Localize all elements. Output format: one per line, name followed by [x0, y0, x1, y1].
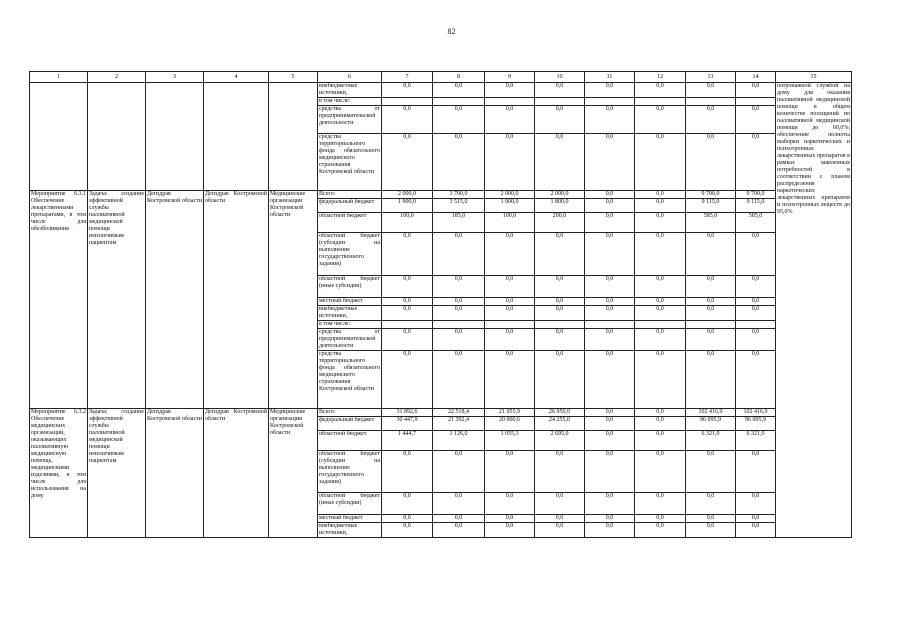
value-cell: [635, 321, 686, 329]
value-cell: [433, 321, 485, 329]
value-cell: 0,0: [736, 329, 776, 351]
header-cell: 5: [269, 72, 318, 83]
value-cell: [736, 98, 776, 106]
value-cell: 0,0: [382, 306, 433, 321]
value-cell: 9 115,0: [686, 199, 736, 213]
value-cell: 0,0: [535, 233, 585, 276]
funding-source-cell: областной бюджет (иные субсидии): [318, 276, 382, 298]
header-cell: 4: [204, 72, 269, 83]
value-cell: 0,0: [382, 298, 433, 306]
participant-cell: [269, 83, 318, 191]
value-cell: 0,0: [433, 515, 485, 523]
value-cell: 0,0: [585, 213, 635, 233]
value-cell: 0,0: [535, 298, 585, 306]
value-cell: 0,0: [635, 329, 686, 351]
value-cell: 0,0: [635, 298, 686, 306]
value-cell: 0,0: [485, 493, 535, 515]
value-cell: [485, 321, 535, 329]
value-cell: 31 892,6: [382, 409, 433, 417]
value-cell: 21 392,4: [433, 417, 485, 431]
header-cell: 13: [686, 72, 736, 83]
header-cell: 1: [30, 72, 88, 83]
coordinator-cell: [146, 83, 204, 191]
value-cell: 2 000,0: [485, 191, 535, 199]
value-cell: 102 416,9: [736, 409, 776, 417]
value-cell: 3 515,0: [433, 199, 485, 213]
value-cell: 0,0: [736, 493, 776, 515]
value-cell: 0,0: [585, 298, 635, 306]
value-cell: 9 700,0: [686, 191, 736, 199]
value-cell: 0,0: [382, 83, 433, 98]
value-cell: 0,0: [433, 233, 485, 276]
funding-source-cell: внебюджетные источники,: [318, 83, 382, 98]
value-cell: 0,0: [535, 134, 585, 191]
funding-source-cell: Всего:: [318, 409, 382, 417]
value-cell: 200,0: [535, 213, 585, 233]
value-cell: [736, 321, 776, 329]
value-cell: 0,0: [382, 515, 433, 523]
value-cell: [686, 321, 736, 329]
value-cell: 22 518,4: [433, 409, 485, 417]
value-cell: 0,0: [382, 493, 433, 515]
value-cell: 0,0: [736, 233, 776, 276]
funding-source-cell: областной бюджет: [318, 213, 382, 233]
funding-source-cell: местный бюджет: [318, 298, 382, 306]
value-cell: 0,0: [686, 351, 736, 409]
funding-source-cell: федеральный бюджет: [318, 417, 382, 431]
header-cell: 6: [318, 72, 382, 83]
coordinator-cell: Депздрав Костромской области: [146, 191, 204, 409]
value-cell: 0,0: [433, 329, 485, 351]
value-cell: 0,0: [485, 233, 535, 276]
header-cell: 14: [736, 72, 776, 83]
value-cell: 1 126,0: [433, 431, 485, 451]
value-cell: 0,0: [585, 351, 635, 409]
funding-source-cell: Всего:: [318, 191, 382, 199]
value-cell: 0,0: [686, 106, 736, 134]
value-cell: 0,0: [736, 515, 776, 523]
expected-result-cell: патронажной службой на дому для оказания паллиативной медицинской помощи в общем количестве посещений по паллиативной медицинской помощи до 60,0%; обеспечение полноты выборки наркотических и психотропных лекарственных препаратов в рамках заявленных потребностей в соответствии с планом распределения наркотических лекарственных препаратов и психотропных веществ до 95,0%: [776, 83, 852, 538]
value-cell: 0,0: [635, 83, 686, 98]
value-cell: 0,0: [585, 523, 635, 538]
participant-cell: Медицинские организации Костромской области: [269, 409, 318, 538]
funding-source-cell: средства от предпринимательской деятельности: [319, 329, 380, 349]
header-cell: 7: [382, 72, 433, 83]
value-cell: 0,0: [485, 298, 535, 306]
value-cell: 0,0: [585, 83, 635, 98]
value-cell: 2 695,0: [535, 431, 585, 451]
value-cell: 0,0: [485, 329, 535, 351]
value-cell: 0,0: [585, 106, 635, 134]
value-cell: 0,0: [585, 417, 635, 431]
header-cell: 9: [485, 72, 535, 83]
header-cell: 12: [635, 72, 686, 83]
value-cell: 1 800,0: [535, 199, 585, 213]
value-cell: 0,0: [535, 329, 585, 351]
value-cell: 1 055,3: [485, 431, 535, 451]
measure-name-cell: [30, 83, 88, 191]
executor-cell: [204, 83, 269, 191]
value-cell: 0,0: [686, 233, 736, 276]
value-cell: 0,0: [535, 276, 585, 298]
coordinator-cell: Депздрав Костромской области: [146, 409, 204, 538]
value-cell: 0,0: [635, 451, 686, 493]
value-cell: 30 447,9: [382, 417, 433, 431]
task-cell: [88, 83, 146, 191]
page-number: 82: [447, 27, 456, 36]
value-cell: 0,0: [433, 276, 485, 298]
value-cell: 0,0: [535, 451, 585, 493]
value-cell: 0,0: [382, 276, 433, 298]
value-cell: 0,0: [585, 329, 635, 351]
value-cell: 0,0: [635, 493, 686, 515]
value-cell: 0,0: [382, 351, 433, 409]
value-cell: 0,0: [585, 451, 635, 493]
header-row: [30, 72, 852, 83]
table-row: [30, 409, 852, 417]
value-cell: [433, 98, 485, 106]
task-cell: Задача: создание эффективной службы паллиативной медицинской помощи неизлечимым пациентам: [88, 191, 146, 409]
value-cell: 0,0: [635, 515, 686, 523]
funding-source-cell: внебюджетные источники,: [318, 306, 382, 321]
value-cell: 0,0: [686, 451, 736, 493]
value-cell: 0,0: [686, 515, 736, 523]
value-cell: 96 095,9: [736, 417, 776, 431]
value-cell: 585,0: [686, 213, 736, 233]
value-cell: [686, 98, 736, 106]
value-cell: 0,0: [485, 134, 535, 191]
value-cell: [635, 98, 686, 106]
value-cell: 0,0: [736, 106, 776, 134]
funding-source-cell: в том числе:: [318, 321, 382, 329]
funding-source-cell: внебюджетные источники,: [318, 523, 382, 538]
budget-table: [29, 71, 852, 538]
value-cell: 2 000,0: [535, 191, 585, 199]
value-cell: 0,0: [485, 306, 535, 321]
value-cell: 6 321,0: [736, 431, 776, 451]
value-cell: 0,0: [535, 351, 585, 409]
value-cell: 0,0: [382, 523, 433, 538]
value-cell: 0,0: [635, 134, 686, 191]
value-cell: 0,0: [736, 523, 776, 538]
value-cell: 100,0: [485, 213, 535, 233]
funding-source-cell: областной бюджет (субсидии на выполнение государственного задания): [318, 233, 382, 276]
value-cell: 0,0: [635, 191, 686, 199]
value-cell: 2 000,0: [382, 191, 433, 199]
value-cell: 96 095,9: [686, 417, 736, 431]
value-cell: [535, 321, 585, 329]
value-cell: [535, 98, 585, 106]
value-cell: 0,0: [686, 493, 736, 515]
value-cell: 0,0: [736, 134, 776, 191]
value-cell: 0,0: [382, 451, 433, 493]
table-row: [30, 83, 852, 98]
value-cell: 0,0: [433, 306, 485, 321]
value-cell: 24 255,0: [535, 417, 585, 431]
value-cell: 1 900,0: [485, 199, 535, 213]
value-cell: 0,0: [585, 134, 635, 191]
executor-cell: Депздрав Костромской области: [204, 409, 269, 538]
value-cell: 0,0: [485, 523, 535, 538]
value-cell: 21 055,9: [485, 409, 535, 417]
value-cell: 0,0: [382, 329, 433, 351]
value-cell: 0,0: [433, 523, 485, 538]
header-cell: 11: [585, 72, 635, 83]
funding-source-cell: местный бюджет: [318, 515, 382, 523]
value-cell: 0,0: [585, 233, 635, 276]
header-cell: 15: [776, 72, 852, 83]
value-cell: 0,0: [635, 523, 686, 538]
funding-source-cell: федеральный бюджет: [318, 199, 382, 213]
value-cell: 0,0: [433, 83, 485, 98]
value-cell: 0,0: [635, 276, 686, 298]
value-cell: 0,0: [585, 199, 635, 213]
value-cell: 9 115,0: [736, 199, 776, 213]
value-cell: 0,0: [686, 83, 736, 98]
value-cell: 0,0: [382, 134, 433, 191]
participant-cell: Медицинские организации Костромской области: [269, 191, 318, 409]
value-cell: 585,0: [736, 213, 776, 233]
value-cell: 0,0: [635, 233, 686, 276]
executor-cell: Депздрав Костромской области: [204, 191, 269, 409]
value-cell: 26 950,0: [535, 409, 585, 417]
value-cell: 0,0: [635, 409, 686, 417]
value-cell: 0,0: [736, 306, 776, 321]
value-cell: 0,0: [485, 451, 535, 493]
value-cell: 0,0: [585, 409, 635, 417]
header-cell: 10: [535, 72, 585, 83]
value-cell: 0,0: [485, 106, 535, 134]
table-row: [30, 191, 852, 199]
value-cell: 0,0: [635, 351, 686, 409]
value-cell: 0,0: [585, 431, 635, 451]
value-cell: [485, 98, 535, 106]
value-cell: 0,0: [635, 431, 686, 451]
funding-source-cell: областной бюджет: [318, 431, 382, 451]
value-cell: 20 000,6: [485, 417, 535, 431]
value-cell: 0,0: [433, 106, 485, 134]
funding-source-cell: средства от предпринимательской деятельности: [318, 106, 382, 134]
value-cell: 0,0: [736, 276, 776, 298]
value-cell: 6 321,0: [686, 431, 736, 451]
value-cell: 1 900,0: [382, 199, 433, 213]
value-cell: 0,0: [485, 83, 535, 98]
value-cell: 0,0: [433, 351, 485, 409]
value-cell: 0,0: [485, 351, 535, 409]
value-cell: 185,0: [433, 213, 485, 233]
value-cell: 0,0: [535, 523, 585, 538]
value-cell: 0,0: [635, 306, 686, 321]
value-cell: 0,0: [686, 276, 736, 298]
value-cell: 0,0: [736, 298, 776, 306]
value-cell: 0,0: [382, 106, 433, 134]
value-cell: 0,0: [535, 106, 585, 134]
value-cell: 9 700,0: [736, 191, 776, 199]
value-cell: 0,0: [433, 451, 485, 493]
funding-source-cell: областной бюджет (иные субсидии): [318, 493, 382, 515]
value-cell: 0,0: [686, 298, 736, 306]
value-cell: 0,0: [585, 515, 635, 523]
value-cell: 0,0: [433, 298, 485, 306]
value-cell: 0,0: [485, 276, 535, 298]
value-cell: 0,0: [535, 306, 585, 321]
measure-name-cell: Мероприятие 6.3.2 Обеспечение медицинских организаций, оказывающих паллиативную медицинскую помощь, медицинскими изделиями, в том числе для использования на дому: [30, 409, 88, 538]
value-cell: 102 416,9: [686, 409, 736, 417]
value-cell: 0,0: [585, 306, 635, 321]
value-cell: 0,0: [585, 191, 635, 199]
value-cell: 100,0: [382, 213, 433, 233]
value-cell: 0,0: [635, 417, 686, 431]
value-cell: 0,0: [433, 134, 485, 191]
value-cell: 0,0: [635, 199, 686, 213]
value-cell: 0,0: [535, 493, 585, 515]
value-cell: 0,0: [585, 493, 635, 515]
funding-source-cell: средства территориального фонда обязательного медицинского страхования Костромской области: [318, 134, 382, 191]
value-cell: 0,0: [433, 493, 485, 515]
value-cell: 3 700,0: [433, 191, 485, 199]
value-cell: 0,0: [485, 515, 535, 523]
value-cell: 1 444,7: [382, 431, 433, 451]
value-cell: 0,0: [686, 523, 736, 538]
value-cell: [382, 98, 433, 106]
value-cell: 0,0: [535, 83, 585, 98]
value-cell: 0,0: [686, 329, 736, 351]
value-cell: 0,0: [635, 213, 686, 233]
task-cell: Задача: создание эффективной службы паллиативной медицинской помощи неизлечимым пациентам: [88, 409, 146, 538]
header-cell: 8: [433, 72, 485, 83]
value-cell: 0,0: [736, 451, 776, 493]
value-cell: [585, 321, 635, 329]
value-cell: 0,0: [736, 83, 776, 98]
value-cell: 0,0: [686, 306, 736, 321]
value-cell: 0,0: [535, 515, 585, 523]
funding-source-cell: областной бюджет (субсидии на выполнение государственного задания): [318, 451, 382, 493]
value-cell: [382, 321, 433, 329]
funding-source-cell: в том числе:: [318, 98, 382, 106]
value-cell: 0,0: [736, 351, 776, 409]
header-cell: 3: [146, 72, 204, 83]
funding-source-cell: средства территориального фонда обязательного медицинского страхования Костромской области: [318, 351, 382, 409]
measure-name-cell: Мероприятие 6.3.1 Обеспечение лекарственными препаратами, в том числе для обезболивания: [30, 191, 88, 409]
value-cell: 0,0: [585, 276, 635, 298]
value-cell: 0,0: [635, 106, 686, 134]
value-cell: 0,0: [686, 134, 736, 191]
header-cell: 2: [88, 72, 146, 83]
value-cell: [585, 98, 635, 106]
value-cell: 0,0: [382, 233, 433, 276]
